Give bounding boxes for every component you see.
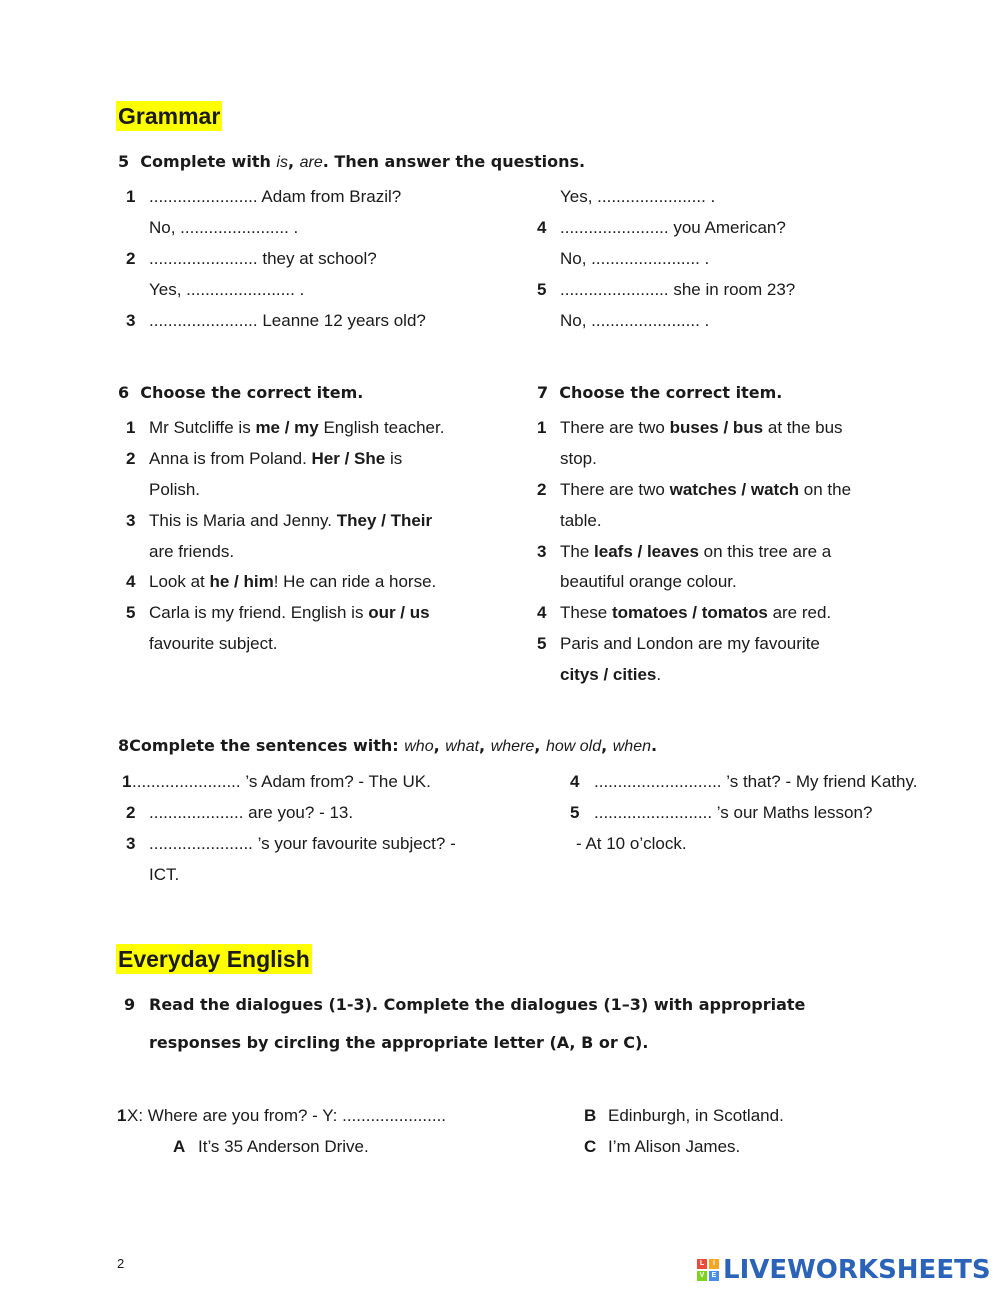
choice-options[interactable]: me / my	[255, 418, 319, 437]
item-text[interactable]: .................... are you? - 13.	[149, 803, 354, 822]
choice-options[interactable]: Her / She	[311, 449, 386, 468]
word-option: what	[445, 738, 480, 755]
exercise-number: 8	[118, 736, 130, 755]
item-number: 1	[126, 418, 136, 437]
text-post: on the	[799, 480, 852, 499]
exercise-7-instruction	[537, 383, 782, 403]
text-pre: Anna is from Poland.	[149, 449, 312, 468]
instruction-text: Complete with	[140, 152, 277, 171]
item-text-continued: ICT.	[149, 865, 180, 884]
item-number: 3	[126, 311, 136, 330]
text-post: are red.	[767, 603, 832, 622]
text-pre: These	[560, 603, 612, 622]
item-number: 3	[126, 834, 136, 853]
word-option: how old	[545, 738, 602, 755]
question-text[interactable]: ....................... they at school?	[149, 249, 377, 268]
text-post: English teacher.	[318, 418, 445, 437]
item-text	[560, 603, 831, 623]
option-letter-a[interactable]: A	[173, 1137, 186, 1156]
item-text	[149, 449, 402, 469]
item-number: 2	[126, 449, 136, 468]
item-text[interactable]: ........................... ’s that? - My friend Kathy.	[594, 772, 918, 791]
word-option: when	[612, 738, 651, 755]
item-text	[560, 542, 831, 562]
text-pre: The	[560, 542, 595, 561]
answer-text[interactable]: Yes, ....................... .	[149, 280, 305, 299]
item-number: 2	[126, 803, 136, 822]
item-text[interactable]: ...................... ’s your favourite subject? -	[149, 834, 456, 853]
text-pre: Mr Sutcliffe is	[149, 418, 256, 437]
option-letter-b[interactable]: B	[584, 1106, 597, 1125]
item-text	[149, 603, 430, 623]
text-post: .	[656, 665, 662, 684]
logo-letter-e: E	[709, 1271, 719, 1281]
item-text	[149, 418, 444, 438]
instruction-text: Complete the sentences with:	[129, 736, 405, 755]
choice-options[interactable]: buses / bus	[669, 418, 764, 437]
option-text-c[interactable]: I’m Alison James.	[608, 1137, 741, 1156]
item-number: 2	[537, 480, 547, 499]
text-post: at the bus	[763, 418, 843, 437]
word-are: are	[299, 154, 323, 171]
instruction-text: Choose the correct item.	[559, 383, 783, 402]
text-pre: Carla is my friend. English is	[149, 603, 369, 622]
choice-options[interactable]: They / Their	[336, 511, 433, 530]
exercise-8-instruction: 8Complete the sentences with: who, what, where, how old, when.	[118, 736, 658, 755]
item-text-continued: favourite subject.	[149, 634, 278, 653]
item-number: 4	[570, 772, 580, 791]
page-number: 2	[117, 1256, 125, 1271]
item-number: 1	[117, 1106, 127, 1125]
item-text[interactable]: ......................... ’s our Maths lesson?	[594, 803, 873, 822]
item-number: 1	[537, 418, 547, 437]
item-text-continued: Polish.	[149, 480, 201, 499]
item-text	[149, 511, 432, 531]
item-text: Paris and London are my favourite	[560, 634, 820, 653]
word-is: is	[276, 154, 288, 171]
section-heading-grammar: Grammar	[118, 103, 221, 129]
logo-letter-l: L	[697, 1259, 707, 1269]
item-text-continued: beautiful orange colour.	[560, 572, 737, 591]
instruction-text: . Then answer the questions.	[322, 152, 586, 171]
item-number: 5	[126, 603, 136, 622]
choice-options[interactable]: tomatoes / tomatos	[611, 603, 768, 622]
liveworksheets-logo[interactable]	[697, 1255, 991, 1285]
choice-options[interactable]: he / him	[209, 572, 274, 591]
question-text[interactable]: ....................... Adam from Brazil?	[149, 187, 402, 206]
answer-text[interactable]: No, ....................... .	[560, 311, 710, 330]
item-text-continued: table.	[560, 511, 602, 530]
exercise-number: 9	[124, 995, 136, 1014]
answer-text[interactable]: Yes, ....................... .	[560, 187, 716, 206]
item-text	[560, 480, 851, 500]
text-post: is	[385, 449, 403, 468]
item-number: 1	[122, 772, 132, 791]
comma: ,	[287, 152, 300, 171]
exercise-9-instruction-line1: Read the dialogues (1-3). Complete the dialogues (1–3) with appropriate	[149, 995, 806, 1014]
text-post: ! He can ride a horse.	[273, 572, 437, 591]
text-pre: This is Maria and Jenny.	[149, 511, 337, 530]
item-number: 3	[126, 511, 136, 530]
item-text-continued: are friends.	[149, 542, 235, 561]
item-number: 5	[570, 803, 580, 822]
item-number: 3	[537, 542, 547, 561]
item-number: 4	[537, 603, 547, 622]
word-option: where	[490, 738, 535, 755]
exercise-5-instruction	[118, 152, 585, 173]
item-text	[149, 572, 436, 592]
item-number: 5	[537, 634, 547, 653]
text-pre: Look at	[149, 572, 210, 591]
answer-text[interactable]: No, ....................... .	[560, 249, 710, 268]
section-heading-everyday-english: Everyday English	[118, 946, 310, 972]
option-text-a[interactable]: It’s 35 Anderson Drive.	[198, 1137, 369, 1156]
item-text[interactable]: ....................... ’s Adam from? - The UK.	[132, 772, 431, 791]
text-pre: There are two	[560, 480, 670, 499]
text-pre: There are two	[560, 418, 670, 437]
text-post: on this tree are a	[698, 542, 832, 561]
logo-text: LIVEWORKSHEETS	[723, 1255, 991, 1285]
dialogue-text: X: Where are you from? - Y: ......................	[127, 1106, 447, 1125]
item-number: 1	[126, 187, 136, 206]
logo-icon	[697, 1259, 719, 1281]
choice-options[interactable]: citys / cities	[560, 665, 657, 684]
exercise-6-instruction	[118, 383, 363, 403]
option-letter-c[interactable]: C	[584, 1137, 597, 1156]
logo-letter-v: V	[697, 1271, 707, 1281]
exercise-number: 6	[118, 383, 130, 402]
exercise-number: 5	[118, 152, 130, 171]
item-number: 4	[126, 572, 136, 591]
choice-options[interactable]: our / us	[368, 603, 430, 622]
exercise-number: 7	[537, 383, 549, 402]
word-option: who	[404, 738, 434, 755]
answer-text[interactable]: No, ....................... .	[149, 218, 299, 237]
choice-options[interactable]: watches / watch	[669, 480, 800, 499]
item-text-continued	[560, 665, 661, 685]
item-number: 5	[537, 280, 547, 299]
question-text[interactable]: ....................... she in room 23?	[560, 280, 796, 299]
question-text[interactable]: ....................... you American?	[560, 218, 786, 237]
item-text	[560, 418, 843, 438]
instruction-text: Choose the correct item.	[140, 383, 364, 402]
question-text[interactable]: ....................... Leanne 12 years old?	[149, 311, 426, 330]
logo-letter-i: I	[709, 1259, 719, 1269]
option-text-b[interactable]: Edinburgh, in Scotland.	[608, 1106, 784, 1125]
exercise-9-instruction-line2: responses by circling the appropriate letter (A, B or C).	[149, 1033, 649, 1052]
item-text-continued: stop.	[560, 449, 597, 468]
item-number: 2	[126, 249, 136, 268]
choice-options[interactable]: leafs / leaves	[594, 542, 699, 561]
item-number: 4	[537, 218, 547, 237]
item-text-continued: - At 10 o’clock.	[576, 834, 687, 853]
